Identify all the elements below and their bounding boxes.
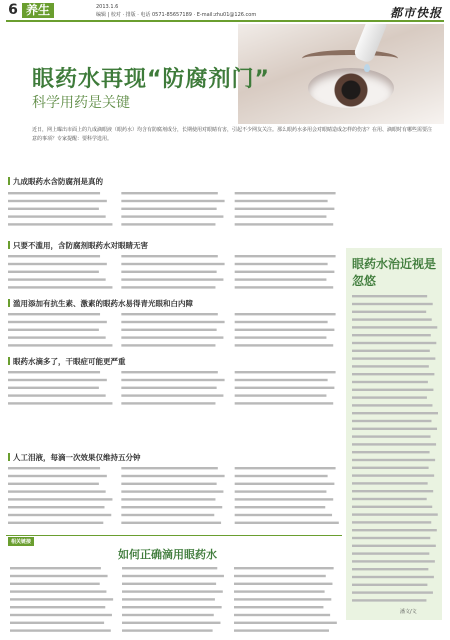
heading-text: 眼药水滴多了，干眼症可能更严重 [13, 357, 126, 366]
text-line [8, 379, 107, 381]
section-heading-4 [8, 356, 126, 367]
section-body-5 [8, 464, 340, 528]
text-line [352, 373, 434, 375]
text-line [235, 223, 334, 225]
text-line [121, 498, 215, 500]
section-body-4 [8, 368, 340, 412]
text-line [8, 387, 99, 389]
drop-shape [364, 64, 370, 72]
text-line [235, 506, 326, 508]
text-line [235, 321, 328, 323]
text-line [352, 490, 433, 492]
text-line [8, 255, 100, 257]
text-line [122, 575, 224, 577]
text-line [235, 263, 328, 265]
text-lines [8, 252, 340, 292]
section-heading-1 [8, 176, 103, 187]
text-line [235, 387, 335, 389]
heading-bar [8, 357, 10, 365]
text-line [121, 387, 216, 389]
text-line [121, 263, 224, 265]
text-line [10, 583, 100, 585]
text-line [235, 200, 328, 202]
text-line [121, 208, 216, 210]
footer-divider [6, 535, 342, 536]
text-line [8, 344, 112, 346]
text-line [352, 443, 436, 445]
text-line [352, 467, 429, 469]
text-line [8, 506, 104, 508]
text-line [8, 321, 107, 323]
text-line [8, 522, 103, 524]
related-article-body [10, 564, 338, 636]
text-lines [10, 564, 338, 636]
text-line [121, 271, 216, 273]
text-line [352, 334, 431, 336]
text-line [8, 394, 106, 396]
text-line [352, 459, 435, 461]
section-body-1 [8, 188, 340, 232]
text-line [122, 629, 213, 631]
sidebar-signature: 潘文/文 [400, 609, 417, 615]
text-line [235, 522, 339, 524]
text-line [352, 568, 428, 570]
text-line [352, 428, 437, 430]
text-line [235, 402, 334, 404]
text-line [234, 583, 332, 585]
text-line [234, 629, 329, 631]
heading-text: 只要不滥用，含防腐剂眼药水对眼睛无害 [13, 241, 148, 250]
text-line [121, 371, 217, 373]
text-line [352, 506, 432, 508]
text-line [8, 215, 106, 217]
eye-shape [308, 68, 394, 108]
text-line [235, 271, 335, 273]
text-line [8, 223, 112, 225]
text-line [121, 344, 215, 346]
text-line [352, 513, 438, 515]
text-line [235, 394, 327, 396]
text-line [234, 622, 337, 624]
text-line [352, 404, 432, 406]
text-line [8, 329, 99, 331]
text-line [8, 271, 99, 273]
text-line [352, 381, 428, 383]
text-line [121, 286, 215, 288]
text-line [122, 614, 214, 616]
text-line [352, 498, 427, 500]
text-line [121, 483, 216, 485]
text-lines [8, 368, 340, 412]
text-line [8, 483, 99, 485]
text-line [352, 576, 434, 578]
text-line [121, 278, 223, 280]
text-line [235, 215, 327, 217]
text-line [8, 514, 111, 516]
text-line [8, 467, 100, 469]
section-label: 养生 [22, 3, 54, 18]
text-line [121, 200, 224, 202]
text-line [8, 286, 112, 288]
issue-date: 2013.1.6 [96, 4, 119, 10]
text-line [8, 263, 107, 265]
text-line [235, 336, 327, 338]
text-line [10, 567, 101, 569]
editor-contact: 编辑 | 校对 · 排版 · 电话 0571-85657189 · E-mail:zhu01@126.com [96, 12, 257, 18]
text-line [121, 467, 217, 469]
text-line [121, 321, 224, 323]
text-lines [8, 464, 340, 528]
text-line [352, 552, 429, 554]
text-line [352, 451, 430, 453]
text-line [352, 545, 436, 547]
article-subtitle: 科学用药是关键 [32, 95, 130, 111]
text-line [235, 514, 332, 516]
text-line [8, 278, 106, 280]
page-number: 6 [6, 3, 20, 18]
text-line [235, 208, 335, 210]
text-line [8, 490, 106, 492]
section-body-3 [8, 310, 340, 350]
heading-bar [8, 453, 10, 461]
text-line [8, 313, 100, 315]
text-line [10, 629, 111, 631]
heading-bar [8, 299, 10, 307]
text-line [235, 379, 328, 381]
text-line [352, 357, 435, 359]
text-line [352, 435, 431, 437]
text-line [10, 606, 105, 608]
text-line [234, 614, 330, 616]
section-heading-5 [8, 452, 141, 463]
text-line [122, 622, 220, 624]
text-line [352, 350, 430, 352]
text-lines [8, 189, 340, 232]
text-line [121, 223, 215, 225]
section-body-2 [8, 252, 340, 292]
text-line [235, 255, 336, 257]
related-link-tag: 相关链接 [8, 537, 34, 546]
text-line [235, 344, 334, 346]
text-line [121, 475, 224, 477]
text-line [352, 420, 431, 422]
text-line [352, 599, 426, 601]
text-line [352, 326, 437, 328]
heading-text: 人工泪液，每滴一次效果仅维持五分钟 [13, 453, 141, 462]
text-line [352, 303, 433, 305]
sidebar-title: 眼药水治近视是忽悠 [352, 257, 437, 288]
heading-bar [8, 241, 10, 249]
article-title: 眼药水再现“防腐剂门” [32, 67, 270, 92]
eyebrow-shape [302, 50, 398, 67]
text-line [121, 522, 221, 524]
text-line [235, 490, 327, 492]
text-line [352, 591, 433, 593]
section-heading-3 [8, 298, 193, 309]
text-line [235, 467, 336, 469]
text-line [352, 318, 432, 320]
text-line [352, 365, 429, 367]
text-line [122, 590, 223, 592]
sidebar-body [352, 292, 438, 602]
text-line [121, 336, 223, 338]
header-divider [6, 20, 444, 22]
text-line [234, 606, 323, 608]
text-line [352, 560, 435, 562]
text-line [122, 606, 222, 608]
text-line [352, 311, 426, 313]
article-lead: 近日，网上曝出市面上的九成滴眼液（眼药水）均含有防腐剂成分，长期使用对眼睛有害，引起不少网友关注。那么眼药水多用会对眼睛造成怎样的伤害？在用、滴眼时有哪些需要注意的事项？专家提醒：要科学选用。 [32, 127, 433, 142]
text-line [234, 575, 326, 577]
text-line [10, 590, 106, 592]
text-line [8, 498, 112, 500]
text-line [10, 598, 113, 600]
text-line [8, 336, 106, 338]
text-line [121, 313, 217, 315]
text-line [121, 490, 223, 492]
text-line [8, 208, 99, 210]
text-line [121, 215, 223, 217]
text-line [121, 329, 216, 331]
text-line [235, 278, 327, 280]
text-line [352, 412, 438, 414]
text-line [234, 598, 331, 600]
text-line [121, 506, 222, 508]
text-line [352, 537, 430, 539]
section-heading-2 [8, 240, 148, 251]
newspaper-logo: 都市快报 [389, 6, 442, 20]
text-line [121, 379, 224, 381]
text-line [234, 567, 334, 569]
text-line [10, 614, 112, 616]
text-line [234, 590, 325, 592]
text-line [235, 475, 328, 477]
text-line [121, 514, 214, 516]
text-line [352, 295, 427, 297]
text-line [352, 482, 428, 484]
text-lines [352, 292, 438, 602]
text-line [235, 329, 335, 331]
text-line [352, 389, 433, 391]
text-line [352, 584, 427, 586]
text-line [235, 313, 336, 315]
text-line [122, 583, 216, 585]
text-line [235, 498, 334, 500]
text-line [235, 483, 335, 485]
text-line [352, 342, 436, 344]
text-line [121, 255, 217, 257]
text-line [10, 622, 104, 624]
text-line [235, 286, 334, 288]
text-lines [8, 310, 340, 350]
text-line [8, 475, 107, 477]
text-line [352, 521, 431, 523]
text-line [8, 192, 100, 194]
heading-text: 滥用添加有抗生素、激素的眼药水易得青光眼和白内障 [13, 299, 193, 308]
text-line [122, 567, 217, 569]
text-line [121, 394, 223, 396]
text-line [122, 598, 215, 600]
text-line [121, 402, 215, 404]
text-line [8, 371, 100, 373]
text-line [352, 396, 427, 398]
text-line [8, 402, 112, 404]
related-article-title: 如何正确滴用眼药水 [118, 548, 217, 561]
text-line [235, 371, 336, 373]
text-line [352, 474, 434, 476]
text-line [352, 529, 437, 531]
text-line [121, 192, 217, 194]
heading-text: 九成眼药水含防腐剂是真的 [13, 177, 103, 186]
heading-bar [8, 177, 10, 185]
text-line [235, 192, 336, 194]
text-line [8, 200, 107, 202]
text-line [10, 575, 108, 577]
